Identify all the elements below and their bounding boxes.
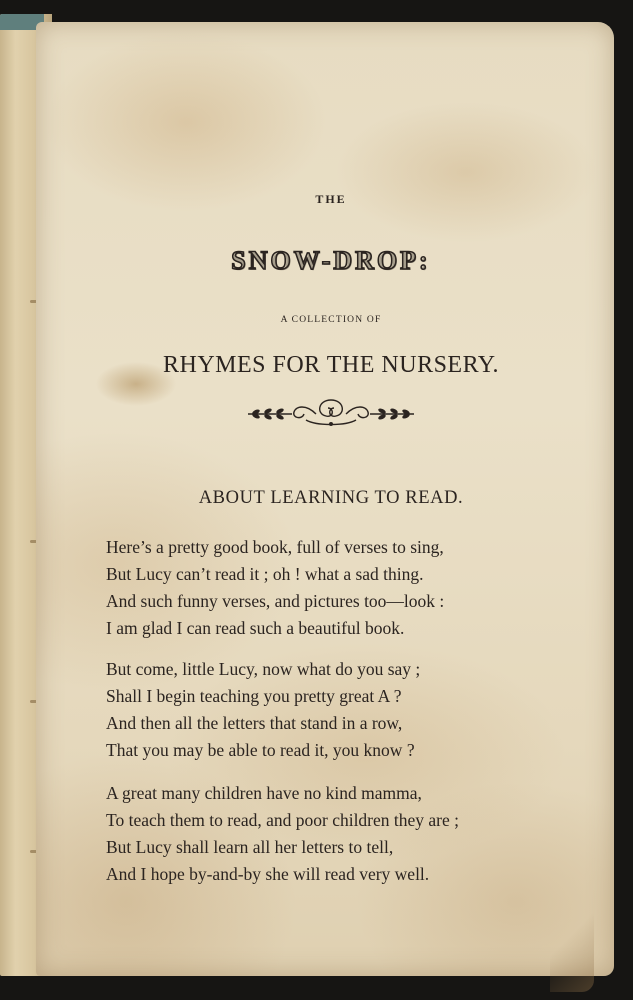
book-page	[36, 22, 614, 976]
poem-line: And then all the letters that stand in a row,	[106, 713, 403, 733]
poem-line: But Lucy shall learn all her letters to tell,	[106, 837, 394, 857]
title-page-text	[36, 22, 614, 976]
poem-line: And such funny verses, and pictures too—look :	[106, 591, 445, 611]
poem-line: Here’s a pretty good book, full of verses to sing,	[106, 537, 444, 557]
poem-line: To teach them to read, and poor children they are ;	[106, 810, 460, 830]
poem-stanza-1	[106, 534, 586, 642]
poem-line: I am glad I can read such a beautiful book.	[106, 618, 405, 638]
title-article: THE	[315, 192, 347, 206]
poem-line: A great many children have no kind mamma,	[106, 783, 422, 803]
poem-line: And I hope by-and-by she will read very well.	[106, 864, 430, 884]
poem-line: That you may be able to read it, you know ?	[106, 740, 415, 760]
poem-line: Shall I begin teaching you pretty great A ?	[106, 686, 402, 706]
book-subtitle: RHYMES FOR THE NURSERY.	[162, 352, 500, 378]
collection-label: A COLLECTION OF	[280, 315, 382, 325]
poem-title: ABOUT LEARNING TO READ.	[198, 488, 464, 508]
book-title: SNOW-DROP:	[231, 246, 431, 275]
floral-ornament-icon	[246, 394, 416, 430]
poem-stanza-3	[106, 780, 586, 888]
poem-line: But Lucy can’t read it ; oh ! what a sad thing.	[106, 564, 424, 584]
poem-stanza-2	[106, 656, 586, 764]
poem-line: But come, little Lucy, now what do you say ;	[106, 659, 421, 679]
